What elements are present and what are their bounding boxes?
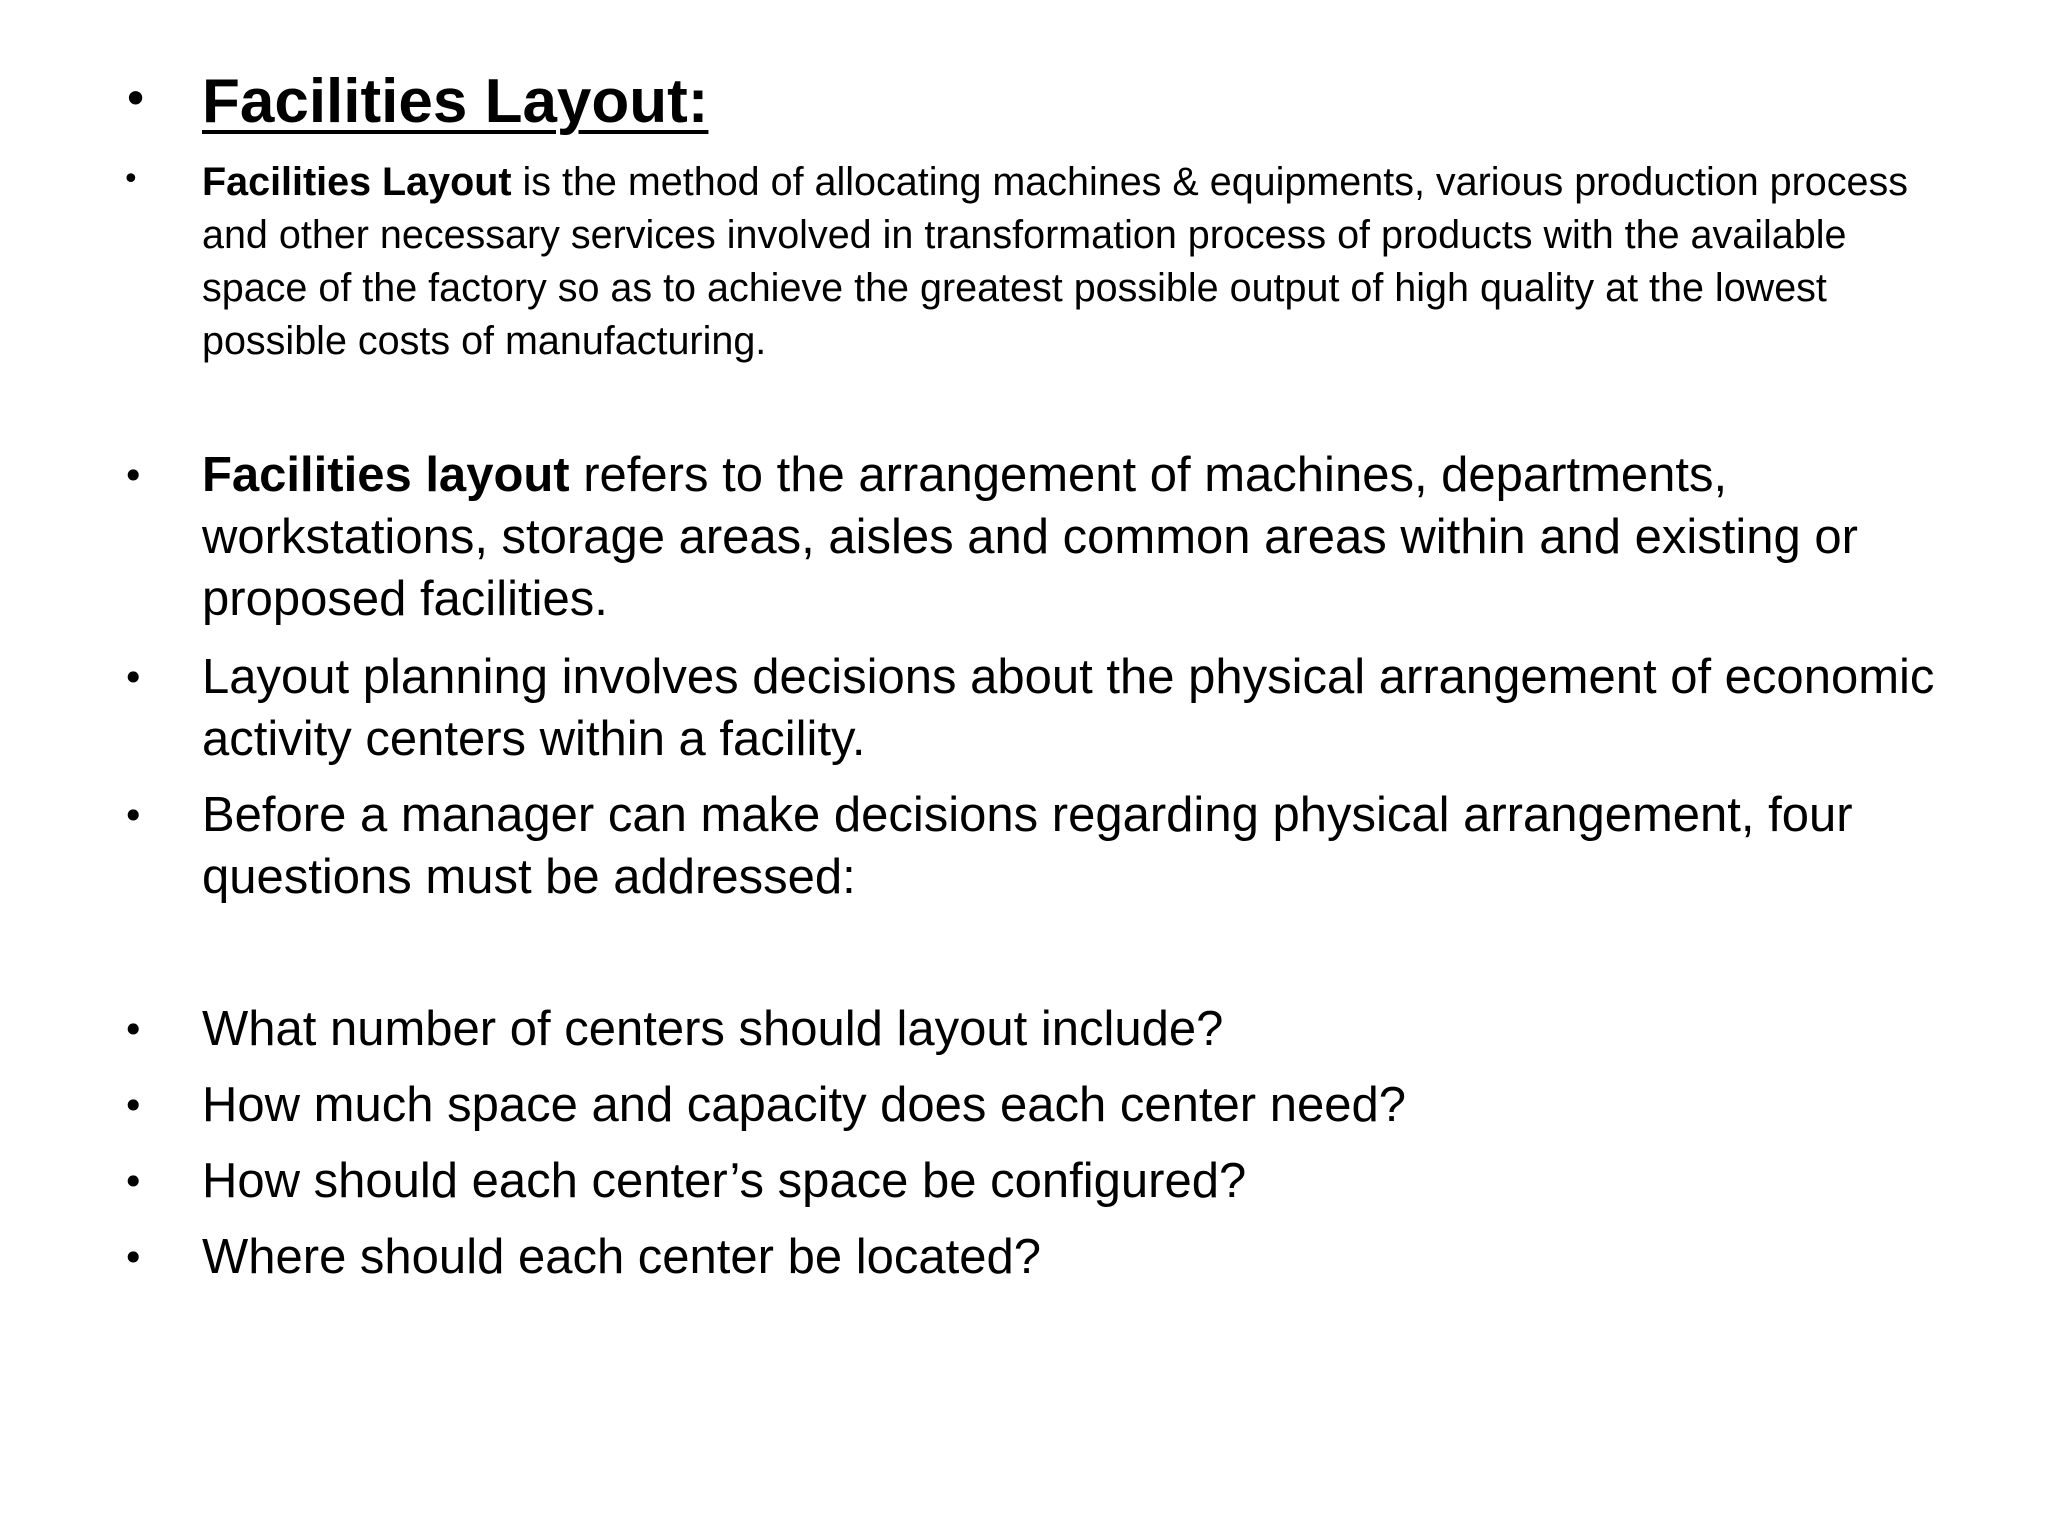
bullet: •: [122, 1236, 145, 1280]
question-text: What number of centers should layout include?: [202, 1002, 1224, 1056]
bullet: •: [122, 1160, 145, 1204]
bullet: •: [122, 162, 140, 197]
definition-term: Facilities Layout: [202, 160, 512, 204]
bullet: •: [122, 1008, 145, 1052]
question-text: How should each center’s space be configured?: [202, 1154, 1247, 1208]
question-text: Where should each center be located?: [202, 1230, 1041, 1284]
point-text: Layout planning involves decisions about the physical arrangement of economic activity centers within a facility.: [202, 650, 1935, 766]
question-text: How much space and capacity does each center need?: [202, 1078, 1406, 1132]
definition-body: is the method of allocating machines & equipments, various production process and other necessary services involved in transformation process of products with the available space of the factory so as to achieve the greatest possible output of high quality at the lowest possible costs of manufacturing.: [202, 160, 1908, 363]
refers-body: refers to the arrangement of machines, departments, workstations, storage areas, aisles and common areas within and existing or proposed facilities.: [202, 448, 1858, 626]
bullet: •: [122, 454, 145, 498]
slide-title: Facilities Layout:: [202, 67, 709, 136]
bullet: •: [122, 72, 150, 126]
point-text: Before a manager can make decisions regarding physical arrangement, four questions must be addressed:: [202, 788, 1853, 904]
refers-term: Facilities layout: [202, 448, 570, 502]
definition-text: [202, 156, 1942, 368]
bullet: •: [122, 656, 145, 700]
bullet: •: [122, 794, 145, 838]
refers-text: [202, 444, 1942, 630]
bullet: •: [122, 1084, 145, 1128]
